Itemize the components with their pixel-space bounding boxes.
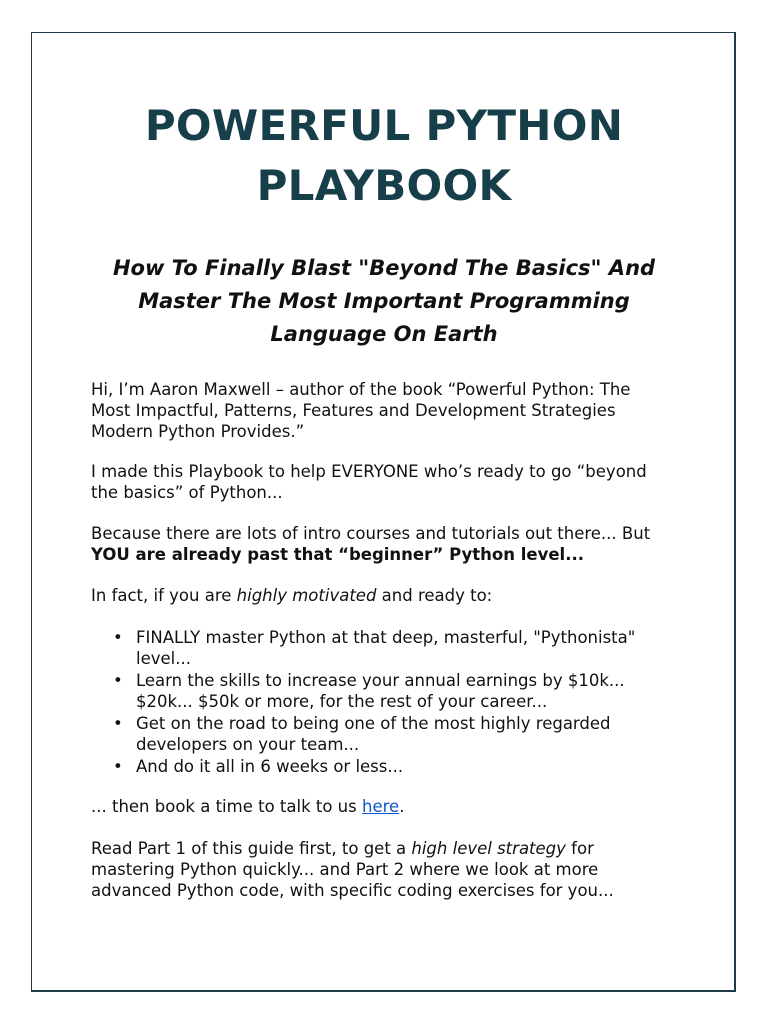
subtitle-line-3: Language On Earth: [270, 322, 498, 346]
read-part-line-3: advanced Python code, with specific coding exercises for you...: [91, 881, 614, 900]
list-item-line-1: Learn the skills to increase your annual earnings by $10k...: [136, 671, 625, 690]
because-line-2-bold: YOU are already past that “beginner” Python level...: [91, 545, 584, 564]
list-item: [91, 756, 671, 777]
list-item: [91, 670, 671, 712]
book-call-paragraph: [91, 796, 691, 817]
list-item-line-2: level...: [136, 649, 191, 668]
in-fact-paragraph: [91, 585, 691, 606]
playbook-paragraph: [91, 461, 691, 503]
because-line-1: Because there are lots of intro courses and tutorials out there... But: [91, 524, 651, 543]
read-part-line-1: [91, 838, 691, 859]
book-call-after: .: [399, 797, 405, 816]
document-title: [0, 96, 768, 216]
playbook-line-1: I made this Playbook to help EVERYONE who’s ready to go “beyond: [91, 462, 647, 481]
list-item: [91, 713, 671, 755]
benefits-list: [91, 627, 671, 778]
playbook-line-2: the basics” of Python...: [91, 483, 283, 502]
book-call-before: ... then book a time to talk to us: [91, 797, 362, 816]
intro-paragraph: [91, 379, 691, 442]
because-paragraph: [91, 523, 691, 565]
here-link[interactable]: here: [362, 797, 400, 816]
intro-line-2: Most Impactful, Patterns, Features and Development Strategies: [91, 401, 616, 420]
subtitle-line-1: How To Finally Blast "Beyond The Basics" And: [112, 256, 656, 280]
list-item-line-1: Get on the road to being one of the most highly regarded: [136, 714, 611, 733]
bullet-icon: •: [113, 757, 123, 776]
list-item-line-1: And do it all in 6 weeks or less...: [136, 757, 404, 776]
in-fact-italic: highly motivated: [236, 586, 377, 605]
list-item: [91, 627, 671, 669]
title-line-1: POWERFUL PYTHON: [144, 101, 624, 150]
bullet-icon: •: [113, 714, 123, 733]
subtitle-line-2: Master The Most Important Programming: [138, 289, 630, 313]
in-fact-after: and ready to:: [376, 586, 493, 605]
list-item-line-2: developers on your team...: [136, 735, 360, 754]
bullet-icon: •: [113, 628, 123, 647]
read-part-after: for: [565, 839, 594, 858]
read-part-paragraph: [91, 838, 691, 901]
list-item-line-1: FINALLY master Python at that deep, masterful, "Pythonista": [136, 628, 636, 647]
in-fact-before: In fact, if you are: [91, 586, 237, 605]
read-part-line-2: mastering Python quickly... and Part 2 where we look at more: [91, 860, 599, 879]
title-line-2: PLAYBOOK: [256, 161, 512, 210]
list-item-line-2: $20k... $50k or more, for the rest of your career...: [136, 692, 548, 711]
read-part-before: Read Part 1 of this guide first, to get a: [91, 839, 412, 858]
intro-line-3: Modern Python Provides.”: [91, 422, 305, 441]
read-part-italic: high level strategy: [411, 839, 566, 858]
intro-line-1: Hi, I’m Aaron Maxwell – author of the book “Powerful Python: The: [91, 380, 631, 399]
document-subtitle: [92, 252, 676, 351]
bullet-icon: •: [113, 671, 123, 690]
